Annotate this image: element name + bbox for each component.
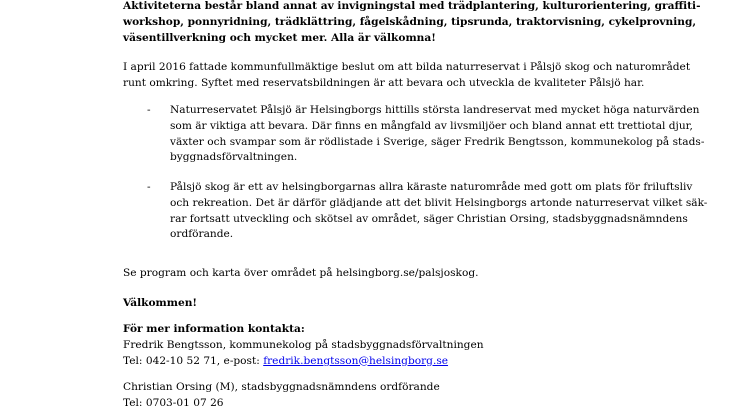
quote-christian — [170, 180, 707, 243]
quote-line: och rekreation. Det är därför glädjande att det blivit Helsingborgs artonde naturreservat vilket säk- — [170, 196, 708, 209]
intro-line: väsentillverkning och mycket mer. Alla är välkomna! — [123, 31, 436, 44]
welcome-text: Välkommen! — [123, 297, 198, 309]
bullet-marker: - — [147, 104, 151, 116]
program-link-text: Se program och karta över området på helsingborg.se/palsjoskog. — [123, 267, 479, 279]
contact-person-phone: Tel: 0703-01 07 26 — [123, 396, 224, 409]
contact-person-name: Christian Orsing (M), stadsbyggnadsnämndens ordförande — [123, 381, 440, 393]
contact-heading: För mer information kontakta: — [123, 323, 305, 335]
quote-line: byggnadsförvaltningen. — [170, 151, 298, 164]
contact-person-name: Fredrik Bengtsson, kommunekolog på stadsbyggnadsförvaltningen — [123, 338, 484, 351]
bullet-marker: - — [147, 181, 151, 193]
intro-activities — [123, 0, 700, 46]
quote-fredrik — [170, 103, 704, 166]
paragraph-line: I april 2016 fattade kommunfullmäktige beslut om att bilda naturreservat i Pålsjö skog och naturområdet — [123, 61, 691, 73]
quote-line: Pålsjö skog är ett av helsingborgarnas allra käraste naturområde med gott om plats för friluftsliv — [170, 181, 693, 193]
contact-person-phone — [123, 354, 484, 370]
phone-email-label: Tel: 042-10 52 71, e-post: — [123, 354, 264, 367]
contact-block-2 — [123, 380, 440, 412]
intro-line: Aktiviteterna består bland annat av invigningstal med trädplantering, kulturorientering, graffiti- — [123, 0, 701, 12]
reserve-paragraph — [123, 60, 690, 92]
paragraph-line: runt omkring. Syftet med reservatsbildningen är att bevara och utveckla de kvaliteter Pålsjö har. — [123, 76, 645, 89]
quote-line: ordförande. — [170, 228, 234, 241]
contact-block — [123, 322, 484, 369]
quote-line: som är viktiga att bevara. Där finns en mångfald av livsmiljöer och bland annat ett trettiotal djur, — [170, 119, 693, 132]
intro-line: workshop, ponnyridning, trädklättring, fågelskådning, tipsrunda, traktorvisning, cykelprovning, — [123, 15, 697, 28]
quote-line: växter och svampar som är rödlistade i Sverige, säger Fredrik Bengtsson, kommunekolog på stads- — [170, 135, 705, 148]
quote-line: Naturreservatet Pålsjö är Helsingborgs hittills största landreservat med mycket höga naturvärden — [170, 104, 700, 116]
quote-line: rar fortsatt utveckling och skötsel av området, säger Christian Orsing, stadsbyggnadsnämndens — [170, 212, 688, 225]
email-link[interactable]: fredrik.bengtsson@helsingborg.se — [263, 354, 449, 367]
